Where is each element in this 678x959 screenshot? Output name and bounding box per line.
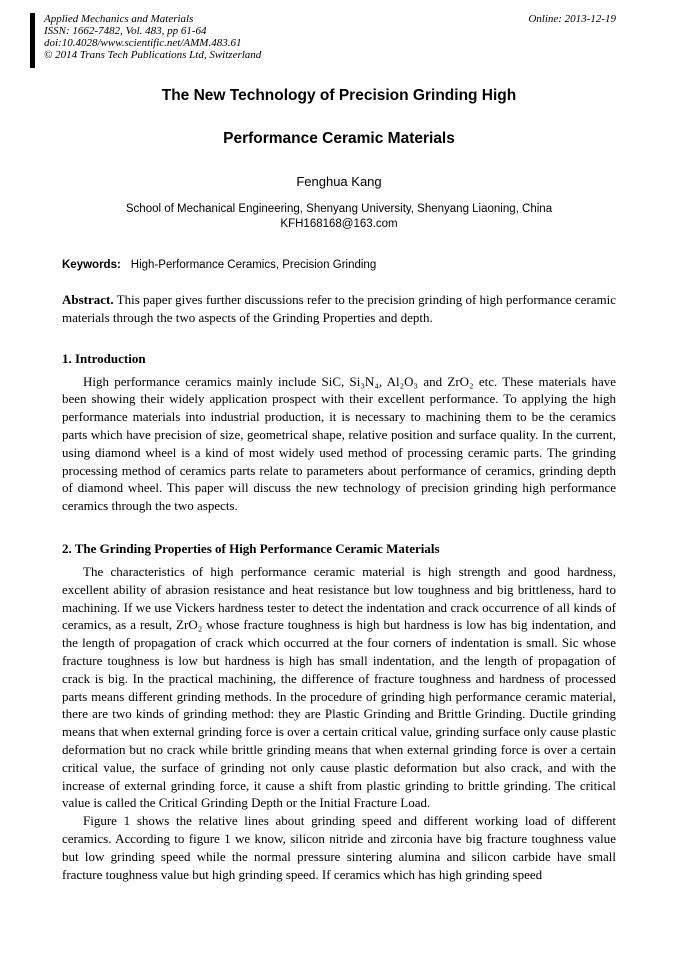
paper-title (62, 88, 616, 147)
keywords-row (62, 259, 616, 271)
section-2-heading: 2. The Grinding Properties of High Performance Ceramic Materials (62, 540, 440, 556)
abstract-paragraph (62, 291, 616, 327)
author-name: Fenghua Kang (296, 174, 382, 189)
section-2-paragraph-2: Figure 1 shows the relative lines about grinding speed and different working load of different ceramics. According to figure 1 we know, silicon nitride and zirconia have big fracture toughness value but low grinding speed while the normal pressure sintering alumina and silicon carbide have small fracture toughness value but high grinding speed. If ceramics which has high grinding speed (62, 813, 616, 882)
copyright-line: © 2014 Trans Tech Publications Ltd, Switzerland (44, 49, 262, 61)
title-line-2: Performance Ceramic Materials (223, 130, 455, 147)
section-1-heading: 1. Introduction (62, 350, 146, 366)
header-rule (30, 13, 35, 68)
keywords-label: Keywords: (62, 259, 121, 271)
doi-line: doi:10.4028/www.scientific.net/AMM.483.61 (44, 37, 242, 49)
abstract-label: Abstract. (62, 292, 114, 307)
paper-content (62, 68, 616, 883)
journal-info (44, 13, 528, 61)
section-1-paragraph-1: High performance ceramics mainly include SiC, Si₃N₄, Al₂O₃ and ZrO₂ etc. These materials have been showing their widely application prospect with their excellent performance. To applying the high performance materials into industrial production, it is necessary to machining them to be the ceramics parts which have precision of size, geometrical shape, relative position and surface quality. In the current, using diamond wheel is a kind of most widely used method of processing ceramic parts. The grinding processing method of ceramics parts relate to parameters about performance of ceramics, grinding depth of diamond wheel. This paper will discuss the new technology of precision grinding high performance ceramics through the two aspects. (62, 373, 616, 514)
keywords-value: High-Performance Ceramics, Precision Grinding (130, 259, 377, 271)
journal-name: Applied Mechanics and Materials (44, 13, 194, 25)
online-date: Online: 2013-12-19 (528, 13, 616, 25)
section-2-paragraph-1: The characteristics of high performance ceramic material is high strength and good hardness, excellent ability of abrasion resistance and heat resistance but low toughness and big brittleness, hard to machining. If we use Vickers hardness tester to detect the indentation and crack occurrence of all kinds of ceramics, as a result, ZrO₂ whose fracture toughness is high but hardness is low has big indentation, and the length of propagation of crack which occurred at the four corners of indentation is small. Sic whose fracture toughness is low but hardness is high has small indentation, and the length of propagation of crack is big. In the practical machining, the difference of fracture toughness and hardness of processed parts means different grinding methods. In the procedure of grinding high performance ceramic material, there are two kinds of grinding method: they are Plastic Grinding and Brittle Grinding. Ductile grinding means that when external grinding force is over a certain critical value, grinding surface only cause plastic deformation but no crack while brittle grinding means that when external grinding force is over a certain critical value, the surface of grinding not only cause plastic deformation but also crack, and with the increase of external grinding force, it cause a shift from plastic grinding to brittle grinding. The critical value is called the Critical Grinding Depth or the Initial Fracture Load. (62, 563, 616, 811)
email-address: KFH168168@163.com (280, 218, 398, 230)
journal-header (30, 13, 616, 68)
abstract-text: This paper gives further discussions refer to the precision grinding of high performance ceramic materials through the two aspects of the Grinding Properties and depth. (62, 292, 616, 325)
title-line-1: The New Technology of Precision Grinding High (161, 87, 517, 104)
issn-line: ISSN: 1662-7482, Vol. 483, pp 61-64 (44, 25, 207, 37)
affiliation: School of Mechanical Engineering, Shenyang University, Shenyang Liaoning, China (125, 203, 553, 215)
